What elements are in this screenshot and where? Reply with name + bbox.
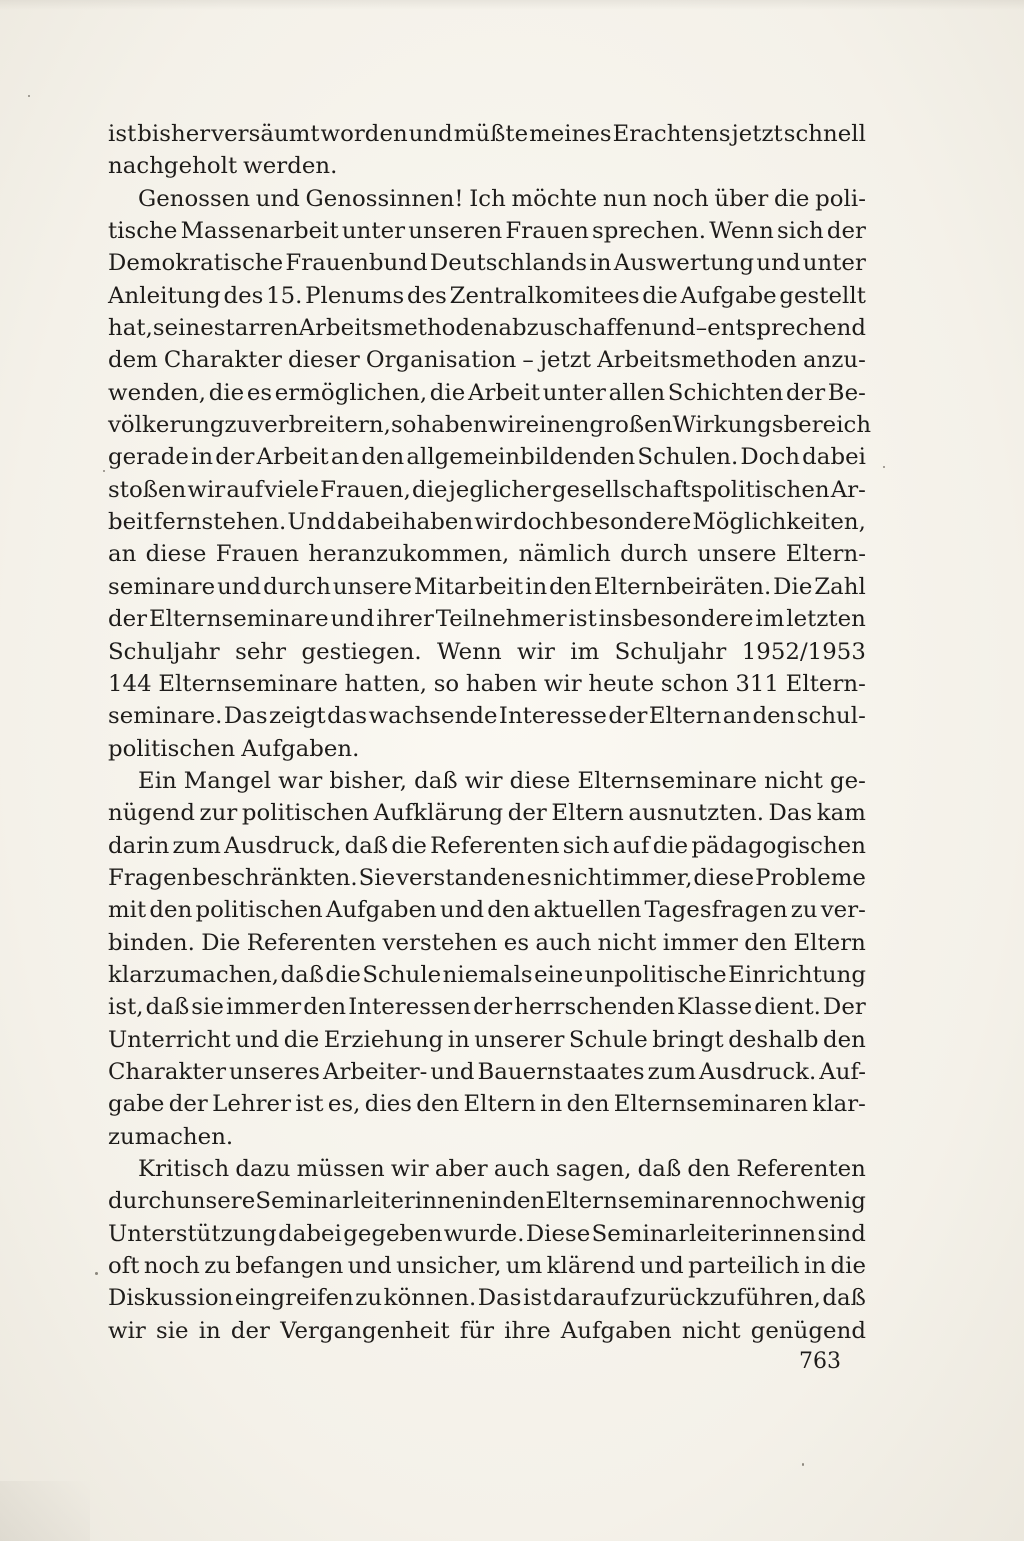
text-line: hat, seine starren Arbeitsmethoden abzuschaffen und – entsprechend [108,315,867,342]
text-line: Anleitung des 15. Plenums des Zentralkomitees die Aufgabe gestellt [108,282,866,309]
text-line: seminare und durch unsere Mitarbeit in den Elternbeiräten. Die Zahl [108,573,866,600]
paper-speck [103,470,105,472]
text-line: Unterstützung dabei gegeben wurde. Diese Seminarleiterinnen sind [108,1220,866,1247]
text-line: gerade in der Arbeit an den allgemeinbildenden Schulen. Doch dabei [108,444,866,471]
text-line: Fragen beschränkten. Sie verstanden es nicht immer, diese Probleme [108,864,866,891]
page-corner-shadow [0,1481,90,1541]
body-text [108,118,872,1347]
text-line: völkerung zu verbreitern, so haben wir einen großen Wirkungsbereich [108,412,872,439]
paper-speck [883,466,885,468]
text-line: Ein Mangel war bisher, daß wir diese Elternseminare nicht ge- [138,767,866,794]
text-line: gabe der Lehrer ist es, dies den Eltern in den Elternseminaren klar- [108,1091,866,1118]
text-line: Charakter unseres Arbeiter- und Bauernstaates zum Ausdruck. Auf- [108,1058,866,1085]
paper-speck [802,1463,804,1466]
text-line: ist, daß sie immer den Interessen der herrschenden Klasse dient. Der [108,994,866,1021]
text-line: Kritisch dazu müssen wir aber auch sagen, daß den Referenten [138,1156,866,1182]
text-line: Genossen und Genossinnen! Ich möchte nun noch über die poli- [138,185,866,212]
text-line: Unterricht und die Erziehung in unserer Schule bringt deshalb den [108,1026,866,1053]
text-line: zumachen. [108,1123,234,1150]
text-line: ist bisher versäumt worden und müßte meines Erachtens jetzt schnell [108,121,866,147]
page-top-edge [0,0,1024,10]
text-line: nügend zur politischen Aufklärung der Eltern ausnutzten. Das kam [108,800,866,827]
paper-speck [28,95,30,97]
text-line: mit den politischen Aufgaben und den aktuellen Tagesfragen zu ver- [108,897,866,924]
text-line: der Elternseminare und ihrer Teilnehmer ist insbesondere im letzten [108,606,866,633]
text-line: stoßen wir auf viele Frauen, die jeglicher gesellschaftspolitischen Ar- [108,476,866,503]
text-line: durch unsere Seminarleiterinnen in den Elternseminaren noch wenig [108,1188,866,1215]
paper-speck [95,1272,98,1275]
text-line: seminare. Das zeigt das wachsende Interesse der Eltern an den schul- [108,703,866,730]
text-line: Diskussion eingreifen zu können. Das ist darauf zurückzuführen, daß [108,1285,866,1312]
text-line: Schuljahr sehr gestiegen. Wenn wir im Schuljahr 1952/1953 [108,638,866,665]
text-line: beit fernstehen. Und dabei haben wir doch besondere Möglichkeiten, [108,509,866,536]
text-line: wir sie in der Vergangenheit für ihre Aufgaben nicht genügend [108,1317,866,1344]
text-line: darin zum Ausdruck, daß die Referenten sich auf die pädagogischen [108,832,866,859]
text-line: politischen Aufgaben. [108,735,360,762]
text-line: nachgeholt werden. [108,153,338,180]
page-number: 763 [799,1349,841,1374]
text-line: dem Charakter dieser Organisation – jetzt Arbeitsmethoden anzu- [108,347,866,374]
text-line: an diese Frauen heranzukommen, nämlich durch unsere Eltern- [108,541,866,568]
text-line: Demokratische Frauenbund Deutschlands in Auswertung und unter [108,250,866,277]
text-line: wenden, die es ermöglichen, die Arbeit unter allen Schichten der Be- [108,379,866,406]
text-line: klarzumachen, daß die Schule niemals eine unpolitische Einrichtung [108,961,866,988]
text-line: oft noch zu befangen und unsicher, um klärend und parteilich in die [108,1253,866,1280]
text-line: tische Massenarbeit unter unseren Frauen sprechen. Wenn sich der [108,218,866,245]
text-line: 144 Elternseminare hatten, so haben wir heute schon 311 Eltern- [108,670,866,697]
text-line: binden. Die Referenten verstehen es auch nicht immer den Eltern [108,929,866,956]
